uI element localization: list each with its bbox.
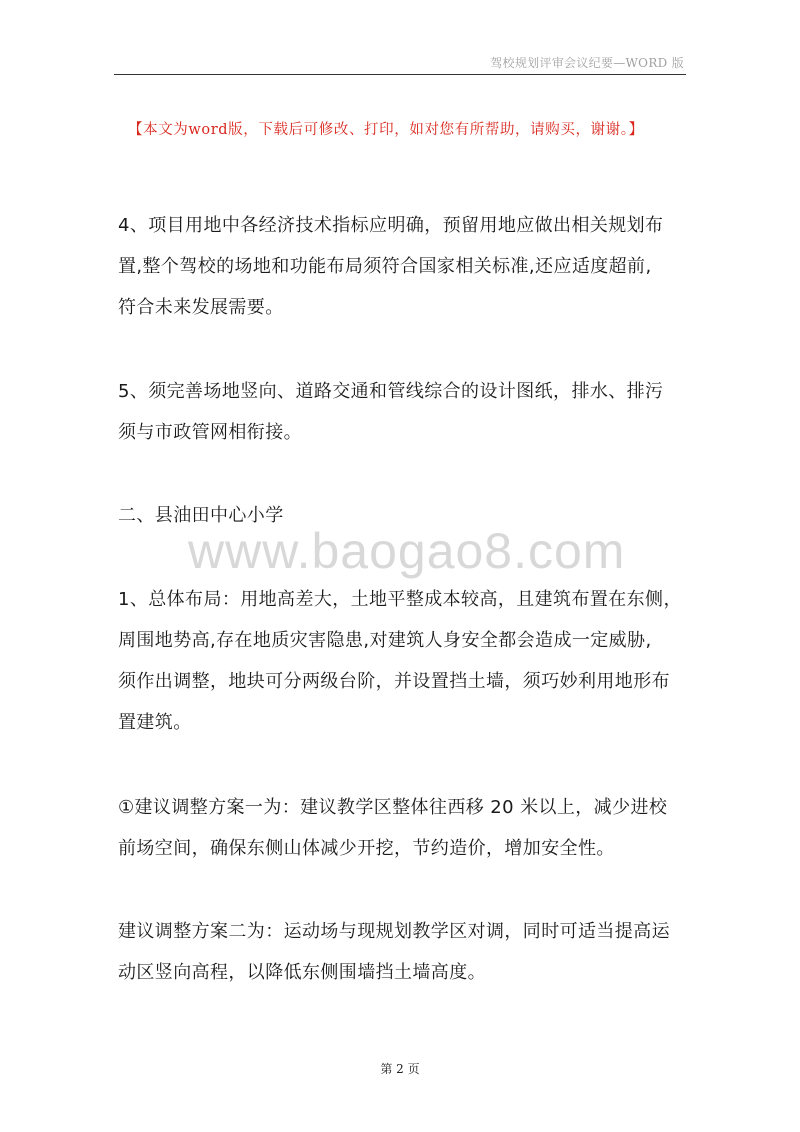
paragraph-line: ①建议调整方案一为：建议教学区整体往西移 20 米以上，减少进校 [118,797,668,818]
paragraph-item-4 [118,205,688,328]
section-heading-text: 二、县油田中心小学 [118,505,284,526]
paragraph-line: 符合未来发展需要。 [118,297,284,318]
paragraph-item-5 [118,371,688,453]
paragraph-line: 1、总体布局：用地高差大，土地平整成本较高，且建筑布置在东侧， [118,589,682,610]
paragraph-line: 置建筑。 [118,712,192,733]
page-header [114,48,686,75]
paragraph-overall-layout [118,579,688,743]
paragraph-proposal-one [118,787,688,869]
paragraph-line: 建议调整方案二为：运动场与现规划教学区对调，同时可适当提高运 [118,921,670,942]
paragraph-line: 周围地势高,存在地质灾害隐患,对建筑人身安全都会造成一定威胁, [118,630,652,651]
page-number: 第 2 页 [380,1062,420,1076]
paragraph-line: 5、须完善场地竖向、道路交通和管线综合的设计图纸，排水、排污 [118,381,664,402]
watermark: www.baogao8.com [188,523,626,579]
section-heading [118,495,688,536]
paragraph-line: 4、项目用地中各经济技术指标应明确，预留用地应做出相关规划布 [118,215,664,236]
purchase-notice: 【本文为word版，下载后可修改、打印，如对您有所帮助，请购买，谢谢。】 [128,122,644,138]
paragraph-line: 动区竖向高程，以降低东侧围墙挡土墙高度。 [118,962,486,983]
paragraph-proposal-two [118,911,688,993]
paragraph-line: 须与市政管网相衔接。 [118,422,302,443]
paragraph-line: 前场空间，确保东侧山体减少开挖，节约造价，增加安全性。 [118,838,615,859]
paragraph-line: 置,整个驾校的场地和功能布局须符合国家相关标准,还应适度超前, [118,256,652,277]
paragraph-line: 须作出调整，地块可分两级台阶，并设置挡土墙，须巧妙利用地形布 [118,671,670,692]
header-title: 驾校规划评审会议纪要—WORD 版 [490,56,684,70]
